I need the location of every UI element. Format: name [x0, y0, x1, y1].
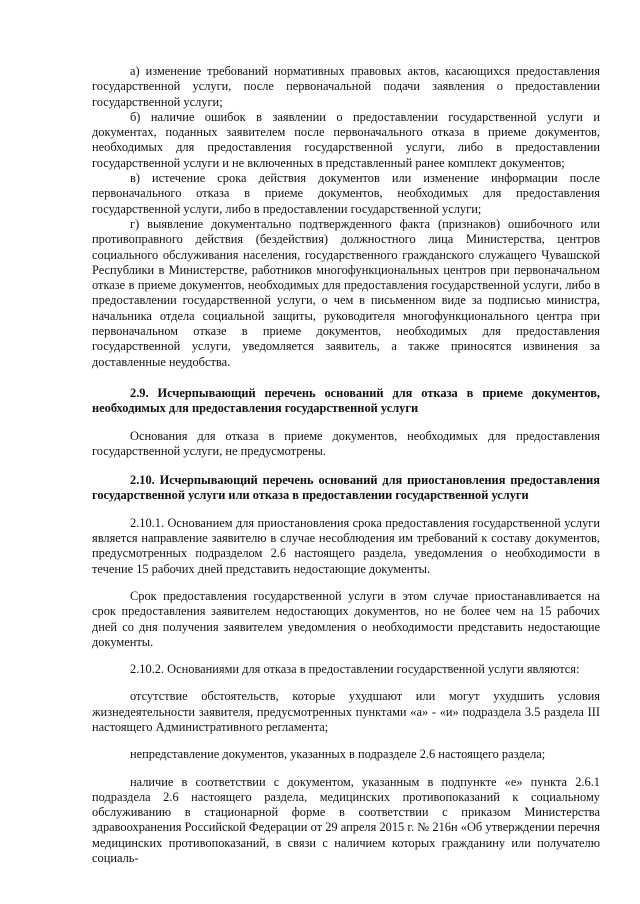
- paragraph-erroneous-action: г) выявление документально подтвержденного факта (признаков) ошибочного или противоправного действия (бездействия) должностного лица Министерства, центров социального обслуживания населения, государственного гражданского служащего Чувашской Республики в Министерстве, работников многофункциональных центров при первоначальном отказе в приеме документов, необходимых для предоставления государственной услуги, либо в предоставлении государственной услуги, о чем в письменном виде за подписью министра, начальника отдела социальной защиты, руководителя многофункционального центра при первоначальном отказе в приеме документов, необходимых для предоставления государственной услуги, уведомляется заявитель, а также приносятся извинения за доставленные неудобства.: [92, 216, 600, 369]
- paragraph-suspension-term: Срок предоставления государственной услуги в этом случае приостанавливается на срок предоставления заявителем недостающих документов, но не более чем на 15 рабочих дней со дня получения заявителем уведомления о необходимости представить недостающие документы.: [92, 588, 600, 649]
- paragraph-document-expiry: в) истечение срока действия документов или изменение информации после первоначального отказа в приеме документов, необходимых для предоставления государственной услуги, либо в предоставлении государственной услуги;: [92, 171, 600, 216]
- paragraph-nonsubmission: непредставление документов, указанных в подразделе 2.6 настоящего раздела;: [130, 747, 546, 762]
- section-heading-2-9: 2.9. Исчерпывающий перечень оснований для отказа в приеме документов, необходимых для предоставления государственной услуги: [92, 385, 600, 416]
- paragraph-medical-contraindications: наличие в соответствии с документом, указанным в подпункте «е» пункта 2.6.1 подраздела 2.6 настоящего раздела, медицинских противопоказаний к социальному обслуживанию в стационарной форме в соответствии с приказом Министерства здравоохранения Российской Федерации от 29 апреля 2015 г. № 216н «Об утверждении перечня медицинских противопоказаний, в связи с наличием которых гражданину или получателю социаль-: [92, 774, 600, 866]
- section-heading-2-10: 2.10. Исчерпывающий перечень оснований для приостановления предоставления государственной услуги или отказа в предоставлении государственной услуги: [92, 473, 600, 503]
- paragraph-no-grounds-refusal: Основания для отказа в приеме документов, необходимых для предоставления государственной услуги, не предусмотрены.: [92, 428, 600, 458]
- paragraph-absence-circumstances: отсутствие обстоятельств, которые ухудшают или могут ухудшить условия жизнедеятельности заявителя, предусмотренных пунктами «а» - «и» подраздела 3.5 раздела III настоящего Административного регламента;: [92, 689, 600, 734]
- document-page: [92, 64, 600, 866]
- paragraph-change-requirements: а) изменение требований нормативных правовых актов, касающихся предоставления государственной услуги, после первоначальной подачи заявления о предоставлении государственной услуги;: [92, 64, 600, 109]
- paragraph-errors-in-application: б) наличие ошибок в заявлении о предоставлении государственной услуги и документах, поданных заявителем после первоначального отказа в приеме документов, необходимых для предоставления государственной услуги, либо в предоставлении государственной услуги и не включенных в представленный ранее комплект документов;: [92, 109, 600, 170]
- paragraph-2-10-2: 2.10.2. Основаниями для отказа в предоставлении государственной услуги являются:: [130, 662, 580, 677]
- paragraph-2-10-1: 2.10.1. Основанием для приостановления срока предоставления государственной услуги является направление заявителю в случае несоблюдения им требований к составу документов, предусмотренных подразделом 2.6 настоящего раздела, уведомления о необходимости в течение 15 рабочих дней представить недостающие документы.: [92, 515, 600, 576]
